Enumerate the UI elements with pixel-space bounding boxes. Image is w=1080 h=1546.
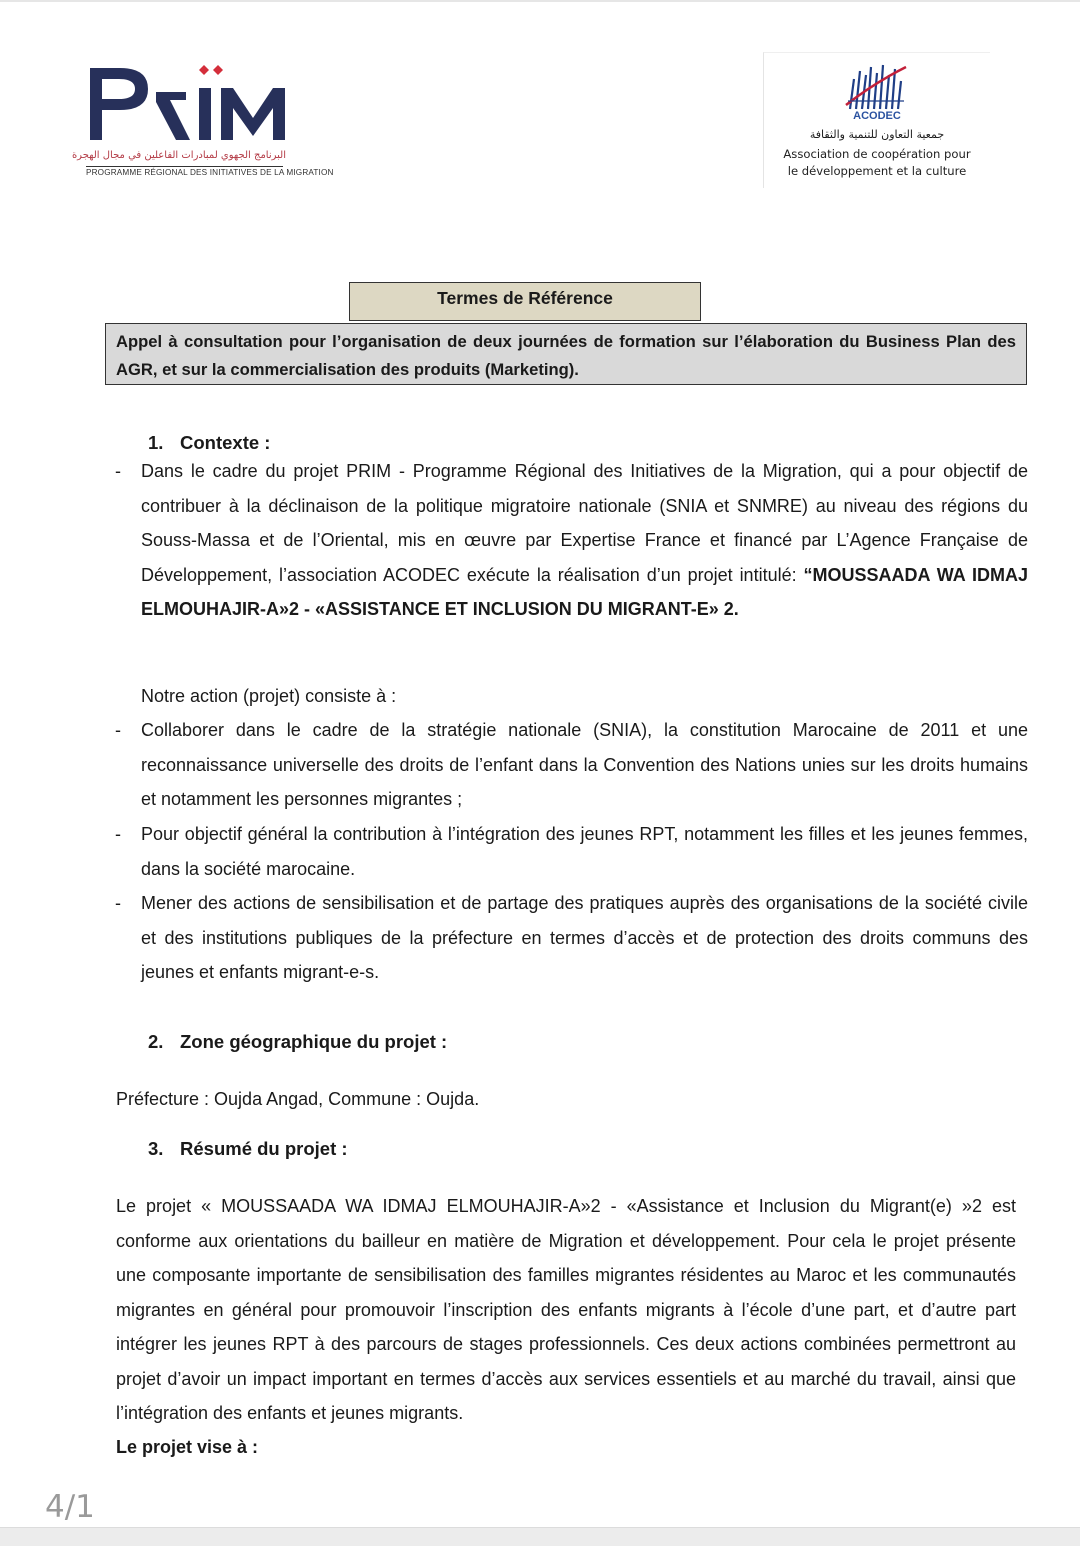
action-bullet-1-text: Collaborer dans le cadre de la stratégie nationale (SNIA), la constitution Marocaine de 2011 et une reconnaissance universelle des droits de l’enfant dans la Convention des Nations unies sur les droits humains et notamment les personnes migrantes ; — [141, 720, 1028, 809]
section-3-title: Résumé du projet : — [180, 1138, 348, 1159]
section-3-number: 3. — [148, 1138, 164, 1159]
acodec-name: ACODEC — [853, 110, 901, 122]
acodec-logo — [763, 52, 990, 188]
zone-text: Préfecture : Oujda Angad, Commune : Oujda. — [116, 1089, 480, 1109]
section-1-number: 1. — [148, 432, 164, 453]
page-top-edge — [0, 0, 1080, 2]
bullet-dash: - — [115, 461, 121, 481]
project-title-bold: “MOUSSAADA WA IDMAJ ELMOUHAJIR-A»2 - «ASSISTANCE ET INCLUSION DU MIGRANT-E» 2. — [141, 564, 1028, 619]
viewer-bottom-bar — [0, 1527, 1080, 1546]
prim-subtitle: PROGRAMME RÉGIONAL DES INITIATIVES DE LA MIGRATION — [86, 168, 334, 177]
prim-wordmark — [86, 58, 286, 146]
section-2-number: 2. — [148, 1031, 164, 1052]
prim-logo — [71, 58, 334, 183]
bullet-dash: - — [115, 824, 121, 844]
action-bullet-3-text: Mener des actions de sensibilisation et de partage des pratiques auprès des organisations de la société civile et des institutions publiques de la préfecture en termes d’accès et de protection des droits communs des jeunes et enfants migrant-e-s. — [141, 893, 1028, 982]
acodec-french-line1: Association de coopération pour — [783, 147, 971, 161]
action-intro: Notre action (projet) consiste à : — [141, 686, 397, 706]
acodec-french-name — [772, 146, 982, 180]
resume-paragraph: Le projet « MOUSSAADA WA IDMAJ ELMOUHAJIR-A»2 - «Assistance et Inclusion du Migrant(e) »2 est conforme aux orientations du bailleur en matière de Migration et développement. Pour cela le projet présente une composante importante de sensibilisation des familles migrantes résidentes au Maroc et les communautés migrantes en général pour promouvoir l’inscription des enfants migrants à l’école d’une part, et d’autre part intégrer les jeunes RPT à des parcours de stages professionnels. Ces deux actions combinées permettront au projet d’avoir un impact important en termes d’accès aux services essentiels et au marché du travail, ainsi que l’intégration des enfants et jeunes migrants. — [116, 1196, 1016, 1423]
page-indicator: 4/1 — [45, 1489, 95, 1525]
projet-vise-label: Le projet vise à : — [116, 1437, 259, 1457]
section-2-title: Zone géographique du projet : — [180, 1031, 448, 1052]
action-bullet-1 — [115, 713, 1028, 817]
section-3-heading — [148, 1138, 348, 1160]
prim-arabic-name: البرنامج الجهوي لمبادرات الفاعلين في مجال الهجرة — [71, 150, 286, 161]
acodec-arabic-name: جمعية التعاون للتنمية والثقافة — [809, 128, 945, 141]
action-bullet-3 — [115, 886, 1028, 990]
context-intro-body: Dans le cadre du projet PRIM - Programme Régional des Initiatives de la Migration, qui a pour objectif de contribuer à la déclinaison de la politique migratoire nationale (SNIA et SNMRE) au niveau des régions du Souss-Massa et de l’Oriental, mis en œuvre par Expertise France et financé par L’Agence Française de Développement, l’association ACODEC exécute la réalisation d’un projet intitulé: — [141, 461, 1028, 585]
bullet-dash: - — [115, 720, 121, 740]
context-intro-text — [141, 454, 1028, 627]
acodec-french-line2: le développement et la culture — [787, 164, 967, 178]
prim-divider — [86, 166, 283, 167]
appel-consultation-box: Appel à consultation pour l’organisation de deux journées de formation sur l’élaboration du Business Plan des AGR, et sur la commercialisation des produits (Marketing). — [105, 323, 1027, 385]
section-2-heading — [148, 1031, 447, 1053]
termes-de-reference-title: Termes de Référence — [349, 282, 701, 321]
action-bullet-2 — [115, 817, 1028, 887]
section-1-title: Contexte : — [180, 432, 271, 453]
context-intro-item — [115, 454, 1028, 664]
section-1-heading — [148, 432, 270, 454]
bullet-dash: - — [115, 893, 121, 913]
action-bullet-2-text: Pour objectif général la contribution à l’intégration des jeunes RPT, notamment les filles et les jeunes femmes, dans la société marocaine. — [141, 824, 1028, 879]
acodec-emblem-icon — [844, 61, 908, 111]
